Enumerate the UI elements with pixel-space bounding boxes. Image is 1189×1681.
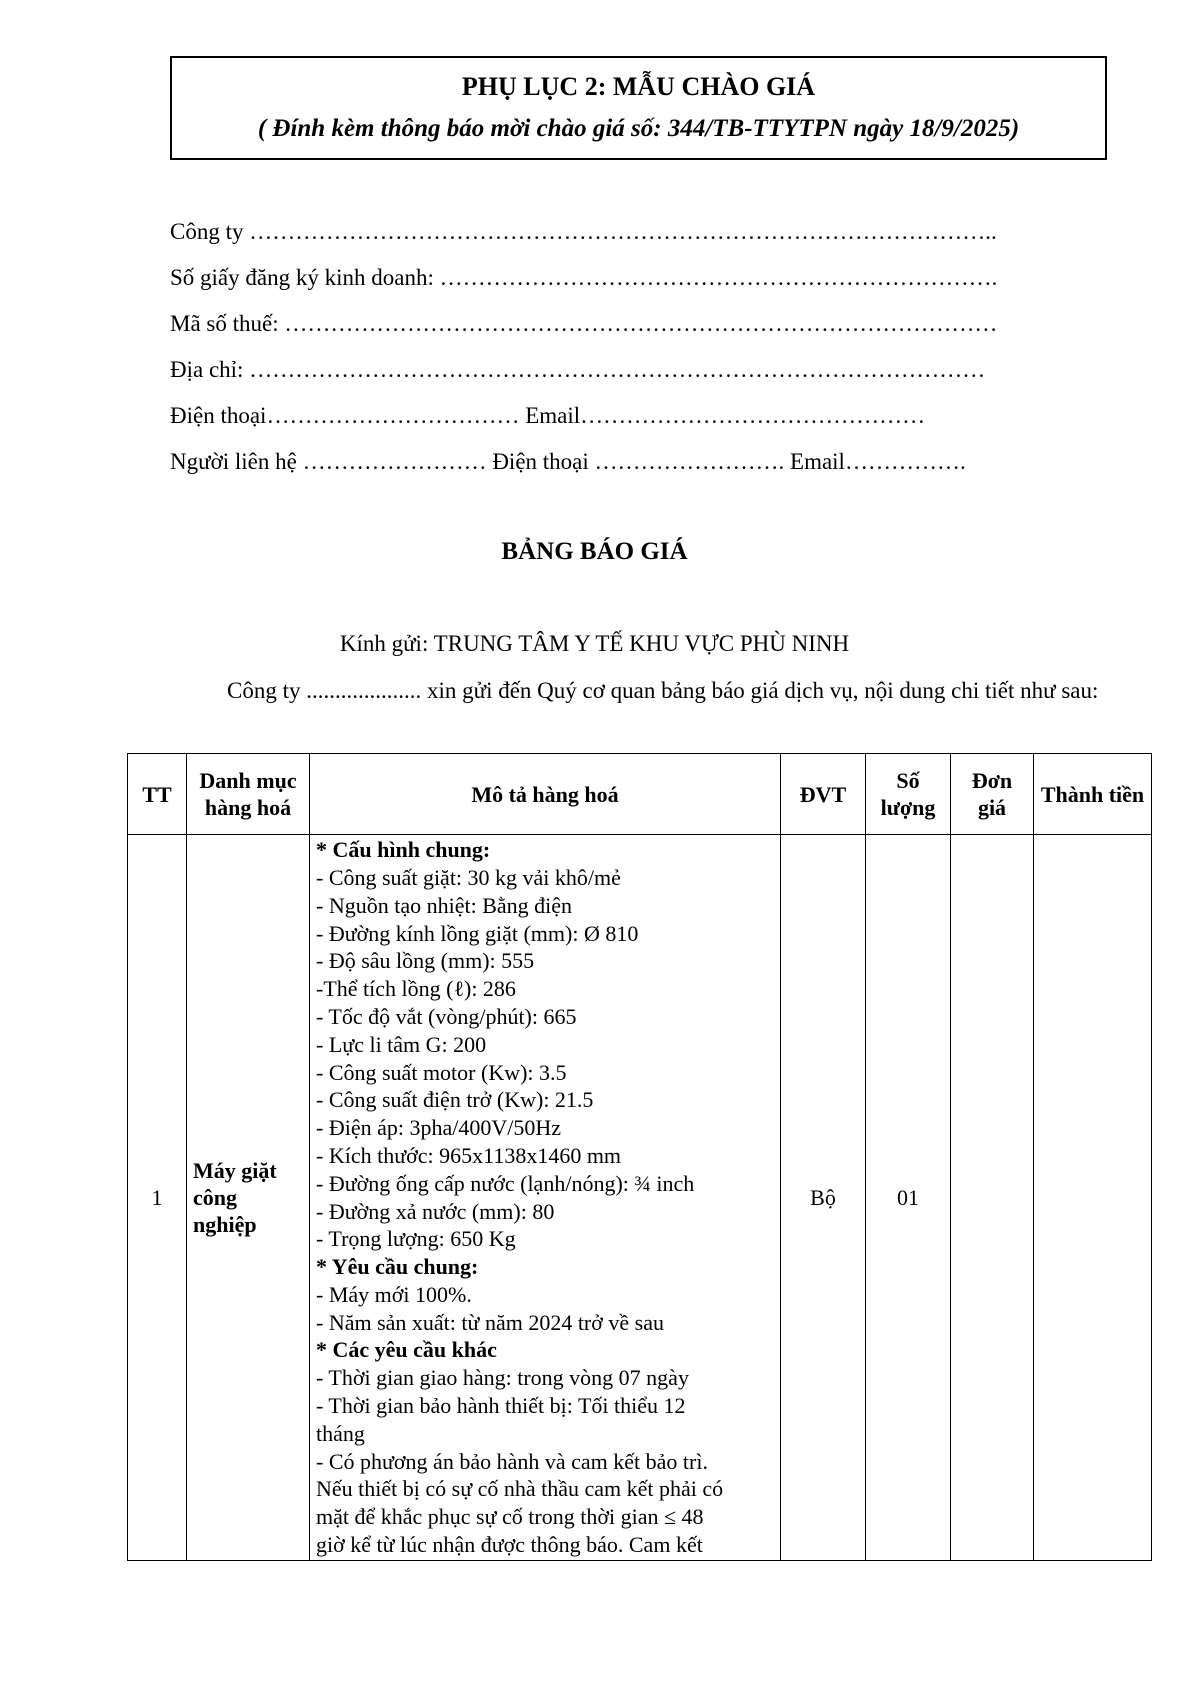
row-unit: Bộ <box>781 835 866 1561</box>
description-line: - Công suất motor (Kw): 3.5 <box>316 1059 567 1085</box>
row-total <box>1034 835 1152 1561</box>
header-category: Danh mục hàng hoá <box>187 754 310 835</box>
description-line: * Yêu cầu chung: <box>316 1254 479 1280</box>
description-line: - Thời gian giao hàng: trong vòng 07 ngày <box>316 1365 689 1391</box>
description-line: giờ kể từ lúc nhận được thông báo. Cam kết <box>316 1532 703 1558</box>
addressee: Kính gửi: TRUNG TÂM Y TẾ KHU VỰC PHÙ NINH <box>339 631 850 656</box>
company-info <box>170 215 1110 491</box>
description-line: tháng <box>316 1420 365 1446</box>
description-line: - Tốc độ vắt (vòng/phút): 665 <box>316 1003 577 1029</box>
row-description <box>310 835 781 1561</box>
description-line: - Máy mới 100%. <box>316 1281 472 1307</box>
description-line: - Trọng lượng: 650 Kg <box>316 1226 516 1252</box>
description-line: Nếu thiết bị có sự cố nhà thầu cam kết phải có <box>316 1476 724 1502</box>
description-line: - Độ sâu lồng (mm): 555 <box>316 948 535 974</box>
description-line: - Điện áp: 3pha/400V/50Hz <box>316 1115 561 1141</box>
quote-table <box>127 753 1152 1561</box>
phone-email-line: Điện thoại…………………………… Email……………………………………… <box>170 403 926 428</box>
business-registration-line: Số giấy đăng ký kinh doanh: ………………………………………………………………. <box>170 265 998 290</box>
description-line: * Các yêu cầu khác <box>316 1337 497 1363</box>
tax-code-line: Mã số thuế: ………………………………………………………………………………… <box>170 311 998 336</box>
header-box <box>170 56 1107 160</box>
description-line: - Công suất điện trở (Kw): 21.5 <box>316 1087 594 1113</box>
quote-title: BẢNG BÁO GIÁ <box>501 538 688 565</box>
row-category: Máy giặt công nghiệp <box>187 835 310 1561</box>
description-line: - Nguồn tạo nhiệt: Bằng điện <box>316 892 573 918</box>
description-lines <box>316 836 774 1559</box>
description-line: - Lực li tâm G: 200 <box>316 1031 487 1057</box>
description-line: - Có phương án bảo hành và cam kết bảo trì. <box>316 1448 708 1474</box>
description-line: - Kích thước: 965x1138x1460 mm <box>316 1142 622 1168</box>
row-quantity: 01 <box>866 835 951 1561</box>
description-line: - Đường kính lồng giặt (mm): Ø 810 <box>316 920 639 946</box>
header-unit-price: Đơn giá <box>951 754 1034 835</box>
address-line: Địa chỉ: …………………………………………………………………………………… <box>170 357 986 382</box>
description-line: - Năm sản xuất: từ năm 2024 trở về sau <box>316 1309 664 1335</box>
header-description: Mô tả hàng hoá <box>310 754 781 835</box>
row-tt: 1 <box>128 835 187 1561</box>
intro-paragraph: Công ty .................... xin gửi đến Quý cơ quan bảng báo giá dịch vụ, nội dung chi tiết như sau: <box>227 678 1099 703</box>
header-unit: ĐVT <box>781 754 866 835</box>
row-unit-price <box>951 835 1034 1561</box>
company-name-line: Công ty …………………………………………………………………………………….. <box>170 219 997 244</box>
table-header-row <box>128 754 1152 835</box>
header-total: Thành tiền <box>1034 754 1152 835</box>
contact-person-line: Người liên hệ …………………… Điện thoại ……………………. Email……………. <box>170 449 966 474</box>
header-tt: TT <box>128 754 187 835</box>
description-line: * Cấu hình chung: <box>316 837 491 863</box>
description-line: - Công suất giặt: 30 kg vải khô/mẻ <box>316 864 621 890</box>
appendix-title: PHỤ LỤC 2: MẪU CHÀO GIÁ <box>461 72 816 101</box>
description-line: - Thời gian bảo hành thiết bị: Tối thiểu 12 <box>316 1393 686 1419</box>
description-line: - Đường ống cấp nước (lạnh/nóng): ¾ inch <box>316 1170 695 1196</box>
table-row <box>128 835 1152 1561</box>
description-line: -Thể tích lồng (ℓ): 286 <box>316 976 516 1002</box>
description-line: - Đường xả nước (mm): 80 <box>316 1198 555 1224</box>
header-quantity: Số lượng <box>866 754 951 835</box>
description-line: mặt để khắc phục sự cố trong thời gian ≤ 48 <box>316 1504 704 1530</box>
appendix-subtitle: ( Đính kèm thông báo mời chào giá số: 344/TB-TTYTPN ngày 18/9/2025) <box>257 115 1020 142</box>
